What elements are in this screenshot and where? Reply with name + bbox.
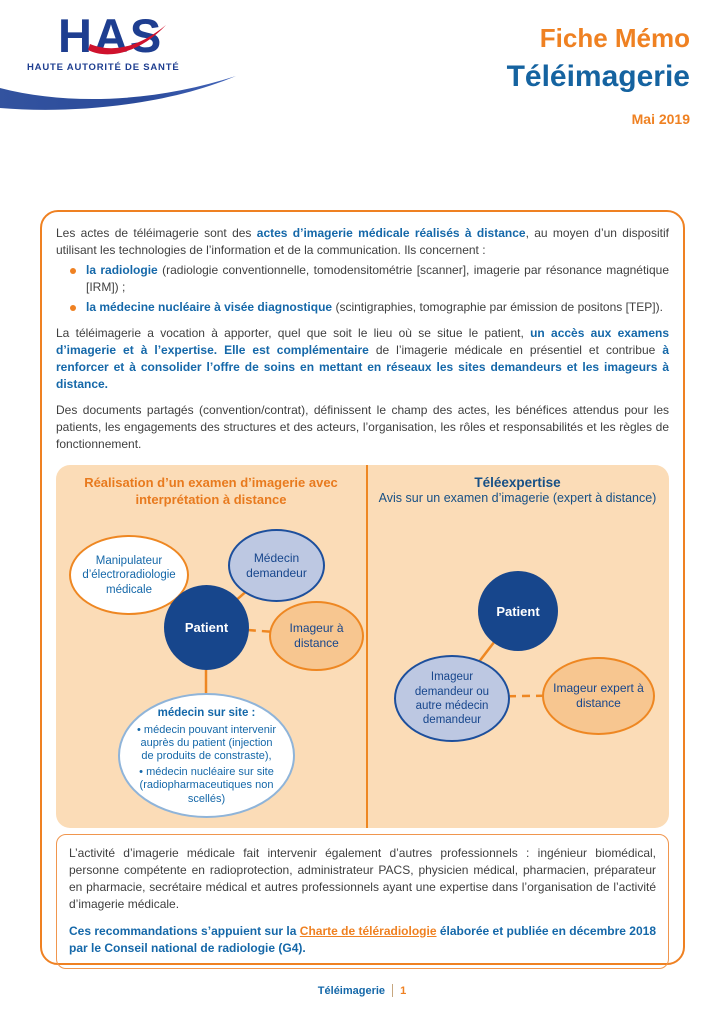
node-medecin-sur-site [118, 693, 295, 818]
intro-paragraph-3: Des documents partagés (convention/contrat), définissent le champ des actes, les bénéfices attendus pour les patients, les engagements des structures et des acteurs, l’organisation, les rôles et responsabilités et les règles de fonctionnement. [56, 403, 669, 452]
doc-type-label: Fiche Mémo [539, 23, 690, 53]
diagram-section [56, 465, 669, 828]
medecin-sur-site-title: médecin sur site : [157, 706, 256, 719]
node-patient: Patient [164, 585, 249, 670]
bullet-item-medecine-nucleaire: la médecine nucléaire à visée diagnostique (scintigraphies, tomographie par émission de positons [TEP]). [56, 299, 669, 316]
content-box [40, 210, 685, 965]
has-logo-subtext: HAUTE AUTORITÉ DE SANTÉ [27, 62, 180, 73]
node-patient: Patient [478, 571, 558, 651]
diagram-right-title: Téléexpertise [474, 475, 561, 491]
charte-teleradiologie-link[interactable]: Charte de téléradiologie [299, 923, 437, 938]
footer-separator [392, 984, 393, 997]
doc-date: Mai 2019 [631, 110, 690, 127]
node-manipulateur: Manipulateur d’électroradiologie médicale [69, 535, 189, 615]
intro-paragraph-2: La téléimagerie a vocation à apporter, quel que soit le lieu où se situe le patient, un accès aux examens d’imagerie et à l’expertise. Elle est complémentaire de l’imagerie médicale en présentiel et contribue à renforcer et à consolider l’offre de soins en mettant en réseaux les sites demandeurs et les imageurs à distance. [56, 326, 669, 392]
professionals-paragraph: L’activité d’imagerie médicale fait intervenir également d’autres professionnels : ingénieur biomédical, personne compétente en radioprotection, administrateur PACS, physicien médical, pharmacien, préparateur en pharmacie, secrétaire médical et autres professionnels ayant une expertise dans l’organisation de l’activité d’imagerie médicale. [69, 846, 656, 912]
has-logo [50, 8, 200, 66]
medecin-sur-site-item: • médecin nucléaire sur site (radiopharmaceutiques non scellés) [134, 766, 279, 806]
bullet-item-radiologie: la radiologie (radiologie conventionnelle, tomodensitométrie [scanner], imagerie par résonance magnétique [IRM]) ; [56, 262, 669, 296]
node-medecin-demandeur: Médecin demandeur [228, 529, 325, 602]
diagram-panel-teleexpertise [366, 465, 669, 828]
node-imageur-a-distance: Imageur à distance [269, 601, 364, 671]
footer-doc-label: Téléimagerie [317, 984, 386, 997]
footer [0, 984, 724, 997]
medecin-sur-site-item: • médecin pouvant intervenir auprès du patient (injection de produits de constraste), [134, 724, 279, 764]
has-logo-text: HAS [58, 9, 164, 62]
recommendations-paragraph [69, 923, 656, 957]
diagram-right-subtitle: Avis sur un examen d’imagerie (expert à distance) [378, 491, 657, 506]
intro-paragraph-1: Les actes de téléimagerie sont des actes d’imagerie médicale réalisés à distance, au moyen d’un dispositif utilisant les technologies de l’information et de la communication. Ils concernent : [56, 226, 669, 258]
diagram-left-title: Réalisation d’un examen d’imagerie avec interprétation à distance [84, 475, 338, 508]
title-block [507, 24, 690, 127]
recommendations-box [56, 834, 669, 968]
recommendations-text: Ces recommandations s’appuient sur la Charte de téléradiologie élaborée et publiée en décembre 2018 par le Conseil national de radiologie (G4). [69, 923, 656, 955]
node-imageur-demandeur: Imageur demandeur ou autre médecin demandeur [394, 655, 510, 742]
page-title: Téléimagerie [506, 59, 690, 93]
node-imageur-expert: Imageur expert à distance [542, 657, 655, 735]
footer-page-number: 1 [400, 984, 407, 997]
diagram-panel-exam-interpretation [56, 465, 366, 828]
header-swoosh-decoration [0, 74, 250, 116]
